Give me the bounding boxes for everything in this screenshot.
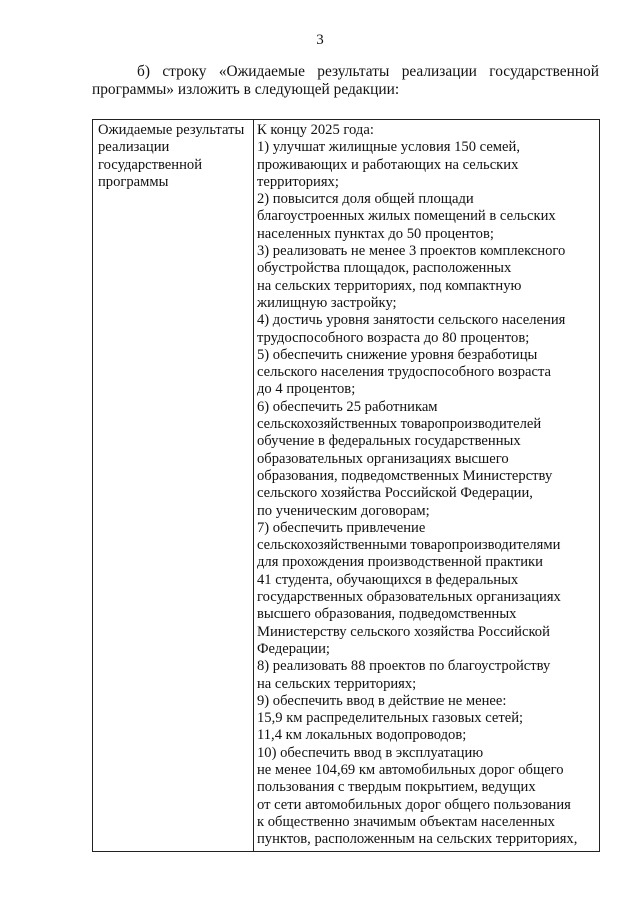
content-line: К концу 2025 года: — [257, 122, 374, 138]
content-line: от сети автомобильных дорог общего пользования — [257, 796, 571, 813]
column-divider — [253, 120, 254, 851]
content-line: 5) обеспечить снижение уровня безработицы — [257, 346, 538, 363]
content-line: государственных образовательных организациях — [257, 589, 561, 606]
content-line: высшего образования, подведомственных — [257, 606, 517, 623]
content-line: жилищную застройку; — [257, 294, 397, 311]
content-line: трудоспособного возраста до 80 процентов; — [257, 329, 530, 346]
content-line: образовательных организациях высшего — [257, 450, 509, 467]
content-line: сельскохозяйственными товаропроизводителями — [257, 537, 561, 554]
content-line: 15,9 км распределительных газовых сетей; — [257, 710, 524, 727]
content-line: на сельских территориях; — [257, 675, 417, 692]
content-line: пунктов, расположенным на сельских территориях, — [257, 831, 578, 848]
content-line: для прохождения производственной практики — [257, 554, 543, 571]
content-line: к общественно значимым объектам населенных — [257, 813, 555, 830]
row-label-line: Ожидаемые результаты — [98, 122, 245, 138]
content-line: сельского населения трудоспособного возраста — [257, 364, 552, 381]
content-line: до 4 процентов; — [257, 381, 356, 398]
intro-paragraph — [92, 63, 599, 99]
content-line: 41 студента, обучающихся в федеральных — [257, 571, 519, 588]
content-line: образования, подведомственных Министерству — [257, 467, 553, 484]
content-line: населенных пунктах до 50 процентов; — [257, 225, 494, 242]
program-table — [92, 119, 600, 852]
content-line: сельского хозяйства Российской Федерации, — [257, 485, 533, 502]
content-line: 3) реализовать не менее 3 проектов комплексного — [257, 243, 566, 260]
content-line: 6) обеспечить 25 работникам — [257, 398, 438, 415]
content-line: Министерству сельского хозяйства Российской — [257, 623, 550, 640]
row-label-line: программы — [98, 173, 169, 190]
intro-line-1: б) строку «Ожидаемые результаты реализации государственной — [137, 63, 599, 80]
content-line: Федерации; — [257, 640, 330, 657]
content-line: территориях; — [257, 173, 339, 190]
content-line: 1) улучшат жилищные условия 150 семей, — [257, 139, 520, 156]
content-line: 8) реализовать 88 проектов по благоустройству — [257, 658, 551, 675]
content-line: 10) обеспечить ввод в эксплуатацию — [257, 744, 484, 761]
content-line: на сельских территориях, под компактную — [257, 277, 522, 294]
row-label-cell — [98, 122, 250, 191]
content-line: 11,4 км локальных водопроводов; — [257, 727, 467, 744]
row-content-cell — [257, 122, 599, 848]
content-line: проживающих и работающих на сельских — [257, 156, 519, 173]
content-line: обучение в федеральных государственных — [257, 433, 521, 450]
row-label-line: реализации — [98, 139, 170, 156]
content-line: 2) повысится доля общей площади — [257, 191, 474, 208]
content-line: сельскохозяйственных товаропроизводителей — [257, 416, 542, 433]
content-line: благоустроенных жилых помещений в сельских — [257, 208, 556, 225]
intro-line-2: программы» изложить в следующей редакции: — [92, 81, 400, 98]
page-number: 3 — [316, 32, 324, 48]
content-line: не менее 104,69 км автомобильных дорог общего — [257, 761, 564, 778]
content-line: 4) достичь уровня занятости сельского населения — [257, 312, 566, 329]
content-line: 7) обеспечить привлечение — [257, 519, 426, 536]
content-line: 9) обеспечить ввод в действие не менее: — [257, 692, 507, 709]
content-line: по ученическим договорам; — [257, 502, 430, 519]
content-line: обустройства площадок, расположенных — [257, 260, 512, 277]
content-line: пользования с твердым покрытием, ведущих — [257, 779, 536, 796]
row-label-line: государственной — [98, 156, 203, 173]
